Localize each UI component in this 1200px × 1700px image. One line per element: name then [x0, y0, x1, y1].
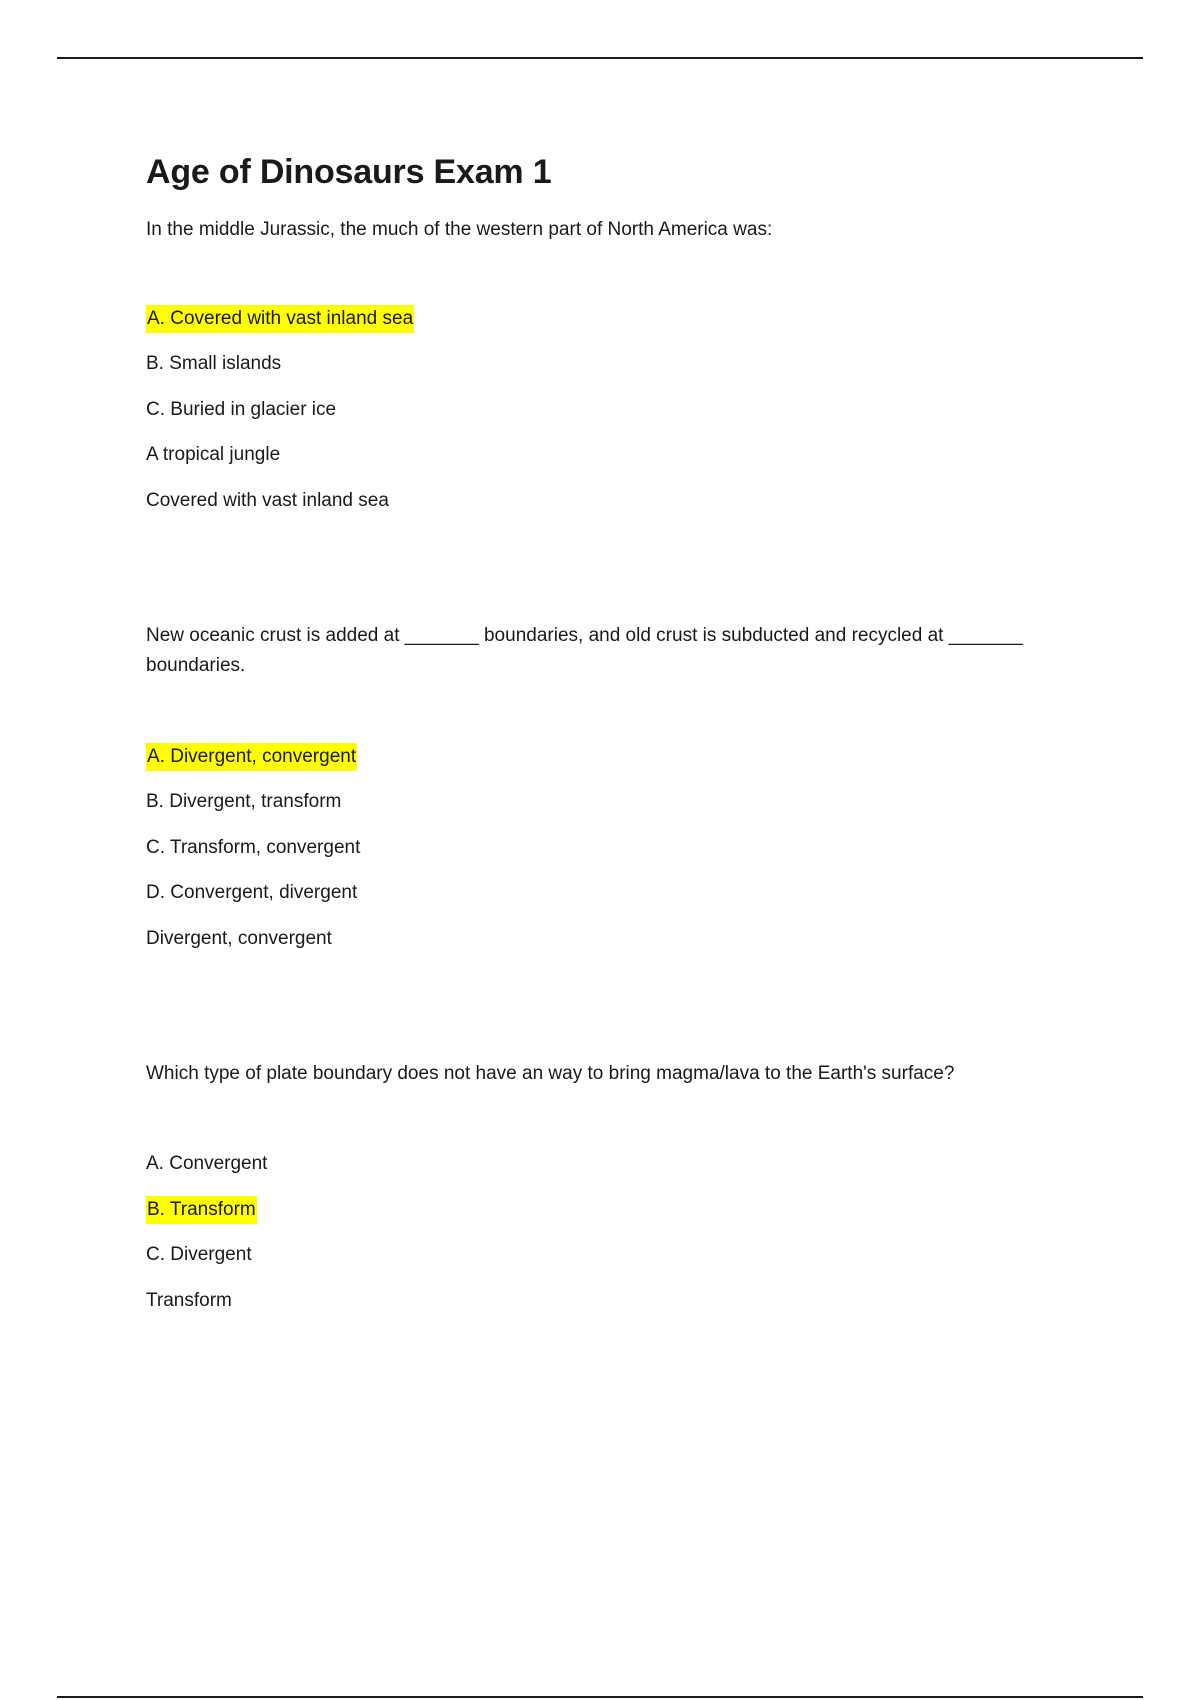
question-1-option-b: B. Small islands	[146, 353, 282, 374]
question-2-option-b: B. Divergent, transform	[146, 791, 342, 812]
question-1-option-d: A tropical jungle	[146, 444, 281, 465]
question-2-answer: Divergent, convergent	[146, 928, 332, 949]
question-1-option-a: A. Covered with vast inland sea	[146, 305, 414, 333]
question-2-option-c: C. Transform, convergent	[146, 837, 361, 858]
question-3-answer: Transform	[146, 1290, 232, 1311]
question-2-option-d: D. Convergent, divergent	[146, 882, 358, 903]
question-1-answer: Covered with vast inland sea	[146, 490, 389, 511]
question-1-text: In the middle Jurassic, the much of the western part of North America was:	[146, 219, 773, 240]
question-3-option-b: B. Transform	[146, 1196, 257, 1224]
top-rule	[57, 57, 1143, 59]
question-2-option-a: A. Divergent, convergent	[146, 743, 357, 771]
page-title: Age of Dinosaurs Exam 1	[146, 153, 552, 191]
bottom-rule	[57, 1696, 1143, 1698]
question-3-option-a: A. Convergent	[146, 1153, 268, 1174]
question-2-text: New oceanic crust is added at _______ boundaries, and old crust is subducted and recycled at _______ boundaries.	[146, 625, 1023, 676]
question-3-text: Which type of plate boundary does not have an way to bring magma/lava to the Earth's surface?	[146, 1063, 955, 1084]
question-3-option-c: C. Divergent	[146, 1244, 252, 1265]
question-1-option-c: C. Buried in glacier ice	[146, 399, 337, 420]
